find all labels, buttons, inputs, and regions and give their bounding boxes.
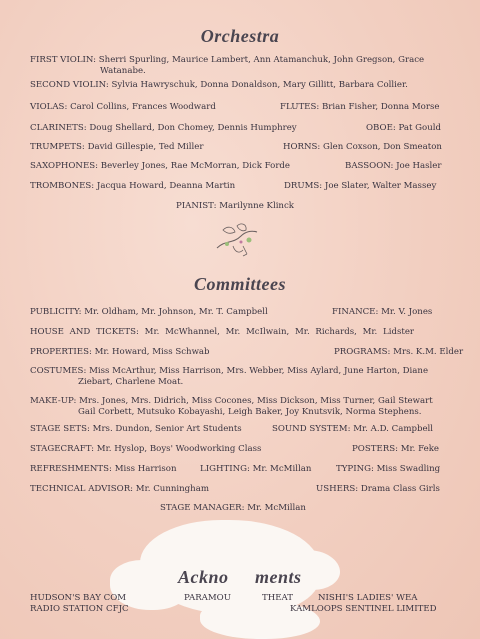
ushers-label: USHERS: <box>316 484 359 494</box>
stagecraft-line <box>30 444 261 455</box>
acknowledgements-title-left: Ackno <box>178 567 229 587</box>
posters-names: Mr. Feke <box>400 444 440 454</box>
ushers-line <box>316 484 440 495</box>
orchestra-heading: Orchestra <box>200 26 280 46</box>
properties-label: PROPERTIES: <box>30 347 92 357</box>
trumpets-label: TRUMPETS: <box>30 142 85 152</box>
oboe-line <box>366 123 441 134</box>
stage-sets-label: STAGE SETS: <box>30 424 90 434</box>
horns-label: HORNS: <box>283 142 321 152</box>
drums-label: DRUMS: <box>284 181 323 191</box>
stage-sets-line <box>30 424 242 435</box>
ack-kamloops-sentinel: KAMLOOPS SENTINEL LIMITED <box>290 604 437 614</box>
technical-advisor-line <box>30 484 209 495</box>
pianist-line <box>176 201 294 212</box>
trombones-label: TROMBONES: <box>30 181 95 191</box>
flutes-line <box>280 102 439 113</box>
makeup-cont: Gail Corbett, Mutsuko Kobayashi, Leigh Baker, Joy Knutsvik, Norma Stephens. <box>78 407 422 417</box>
costumes-names: Miss McArthur, Miss Harrison, Mrs. Webber, Miss Aylard, June Harton, Diane <box>89 366 429 376</box>
house-label: HOUSE AND TICKETS: <box>30 327 139 337</box>
trombones-names: Jacqua Howard, Deanna Martin <box>96 181 236 191</box>
ack-nishis: NISHI'S LADIES' WEA <box>318 593 418 603</box>
flower-ornament-icon <box>213 220 263 260</box>
horns-names: Glen Coxson, Don Smeaton <box>323 142 442 152</box>
publicity-names: Mr. Oldham, Mr. Johnson, Mr. T. Campbell <box>84 307 268 317</box>
pianist-names: Marilynne Klinck <box>219 201 294 211</box>
acknowledgements-title-right: ments <box>255 567 302 587</box>
first-violin-names: Sherri Spurling, Maurice Lambert, Ann Atamanchuk, John Gregson, Grace <box>98 55 425 65</box>
ushers-names: Drama Class Girls <box>360 484 440 494</box>
sound-system-names: Mr. A.D. Campbell <box>353 424 434 434</box>
properties-line <box>30 347 210 358</box>
stage-manager-label: STAGE MANAGER: <box>160 503 245 513</box>
first-violin-line <box>30 55 460 77</box>
first-violin-label: FIRST VIOLIN: <box>30 55 97 65</box>
horns-line <box>283 142 442 153</box>
programs-line <box>334 347 463 358</box>
refreshments-names: Miss Harrison <box>114 464 177 474</box>
costumes-label: COSTUMES: <box>30 366 87 376</box>
clarinets-label: CLARINETS: <box>30 123 87 133</box>
lighting-label: LIGHTING: <box>200 464 250 474</box>
pianist-label: PIANIST: <box>176 201 217 211</box>
trumpets-line <box>30 142 203 153</box>
refreshments-line <box>30 464 177 475</box>
sound-system-label: SOUND SYSTEM: <box>272 424 351 434</box>
saxophones-names: Beverley Jones, Rae McMorran, Dick Forde <box>100 161 291 171</box>
first-violin-cont: Watanabe. <box>100 66 146 76</box>
second-violin-names: Sylvia Hawryschuk, Donna Donaldson, Mary Gillitt, Barbara Collier. <box>111 80 408 90</box>
ack-hudsons-bay: HUDSON'S BAY COM <box>30 593 127 603</box>
sound-system-line <box>272 424 433 435</box>
violas-label: VIOLAS: <box>30 102 68 112</box>
finance-names: Mr. V. Jones <box>381 307 433 317</box>
bassoon-names: Joe Hasler <box>396 161 442 171</box>
ack-paramount: PARAMOU <box>184 593 231 603</box>
bassoon-line <box>345 161 442 172</box>
costumes-cont: Ziebart, Charlene Moat. <box>78 377 184 387</box>
saxophones-label: SAXOPHONES: <box>30 161 99 171</box>
technical-advisor-label: TECHNICAL ADVISOR: <box>30 484 134 494</box>
costumes-line <box>30 366 428 388</box>
second-violin-line <box>30 80 408 91</box>
stage-sets-names: Mrs. Dundon, Senior Art Students <box>92 424 242 434</box>
clarinets-line <box>30 123 297 134</box>
technical-advisor-names: Mr. Cunningham <box>135 484 209 494</box>
programs-names: Mrs. K.M. Elder <box>393 347 464 357</box>
violas-names: Carol Collins, Frances Woodward <box>70 102 216 112</box>
publicity-line <box>30 307 268 318</box>
typing-label: TYPING: <box>336 464 374 474</box>
posters-line <box>352 444 439 455</box>
makeup-names: Mrs. Jones, Mrs. Didrich, Miss Cocones, Miss Dickson, Miss Turner, Gail Stewart <box>79 396 433 406</box>
stagecraft-names: Mr. Hyslop, Boys' Woodworking Class <box>96 444 262 454</box>
lighting-line <box>200 464 311 475</box>
oboe-names: Pat Gould <box>398 123 441 133</box>
publicity-label: PUBLICITY: <box>30 307 82 317</box>
finance-label: FINANCE: <box>332 307 379 317</box>
refreshments-label: REFRESHMENTS: <box>30 464 112 474</box>
finance-line <box>332 307 432 318</box>
stagecraft-label: STAGECRAFT: <box>30 444 95 454</box>
typing-names: Miss Swadling <box>376 464 441 474</box>
drums-line <box>284 181 436 192</box>
oboe-label: OBOE: <box>366 123 396 133</box>
house-names: Mr. McWhannel, Mr. McIlwain, Mr. Richards, Mr. Lidster <box>144 327 415 337</box>
ack-theatre: THEAT <box>262 593 293 603</box>
saxophones-line <box>30 161 290 172</box>
committees-heading: Committees <box>194 274 286 294</box>
house-line <box>30 327 414 338</box>
makeup-label: MAKE-UP: <box>30 396 77 406</box>
violas-line <box>30 102 216 113</box>
properties-names: Mr. Howard, Miss Schwab <box>94 347 210 357</box>
flutes-names: Brian Fisher, Donna Morse <box>321 102 440 112</box>
posters-label: POSTERS: <box>352 444 398 454</box>
drums-names: Joe Slater, Walter Massey <box>324 181 437 191</box>
ack-radio-station: RADIO STATION CFJC <box>30 604 129 614</box>
trumpets-names: David Gillespie, Ted Miller <box>87 142 204 152</box>
bassoon-label: BASSOON: <box>345 161 394 171</box>
clarinets-names: Doug Shellard, Don Chomey, Dennis Humphrey <box>89 123 297 133</box>
programs-label: PROGRAMS: <box>334 347 391 357</box>
trombones-line <box>30 181 235 192</box>
stage-manager-names: Mr. McMillan <box>247 503 306 513</box>
lighting-names: Mr. McMillan <box>252 464 312 474</box>
flutes-label: FLUTES: <box>280 102 320 112</box>
typing-line <box>336 464 440 475</box>
second-violin-label: SECOND VIOLIN: <box>30 80 109 90</box>
makeup-line <box>30 396 433 418</box>
stage-manager-line <box>160 503 306 514</box>
